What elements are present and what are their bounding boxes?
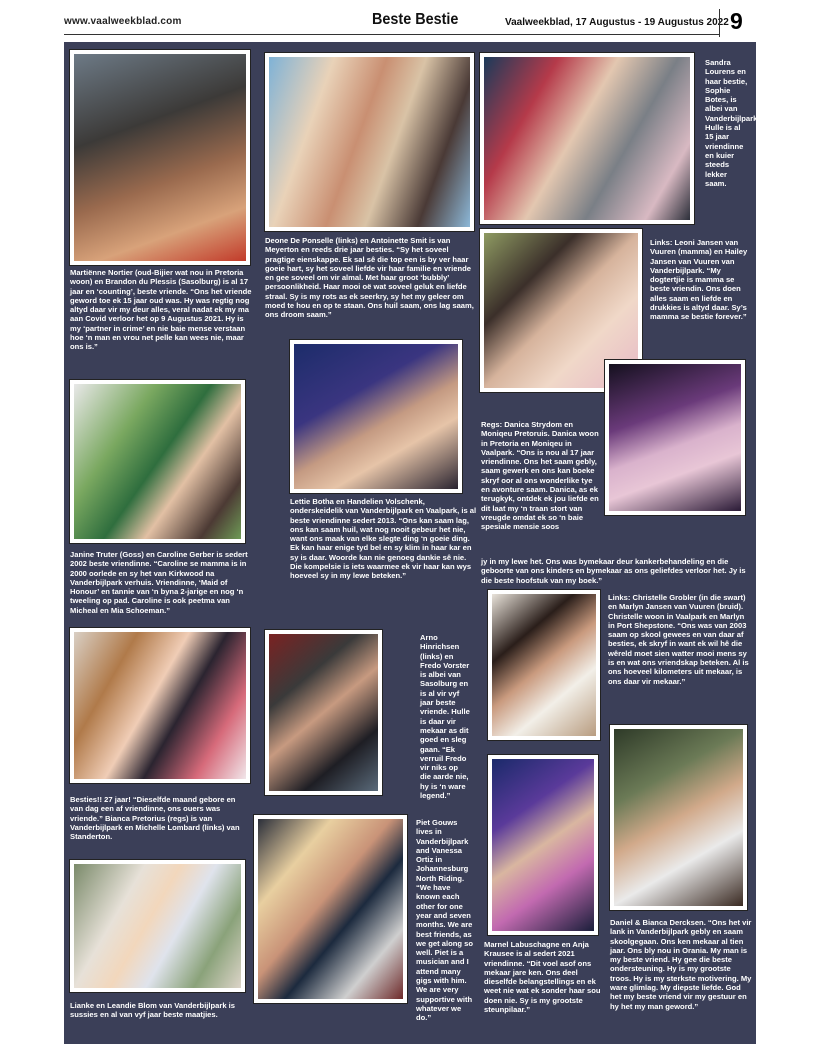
section-title: Beste Bestie <box>372 11 459 28</box>
photo-lettie-handelien <box>290 340 462 493</box>
caption-text: Regs: Danica Strydom en Moniqeu Pretoruis. Danica woon in Pretoria en Moniqeu in Vaalpark. “Ons is nou al 17 jaar vriendinne. Ons het saam gebly, saam gewerk en ons kan boeke skryf oor al ons wonderlike tye en avonture saam. Danica, as ek terugkyk, ontdek ek jou liefde en dit laat my ‘n traan stort van vreugde omdat ek so ‘n baie spesiale mensie soos <box>481 420 599 532</box>
caption-text: Lianke en Leandie Blom van Vanderbijlpark is sussies en al van vyf jaar beste maatjies. <box>70 1001 236 1020</box>
photo-marnel-anja <box>488 755 598 935</box>
caption-christelle-marlyn <box>608 593 750 686</box>
caption-text: Daniel & Bianca Dercksen. “Ons het vir lank in Vanderbijlpark gebly en saam skoolgegaan. Ons ken mekaar al tien jaar. Ons bly nou in Orania. My man is my beste vriend. Hy gee die beste ondersteuning. Hy is my grootste troos. Hy is my sterkste motivering. My ware glimlag. My diepste liefde. God het my beste vriend vir my gestuur en hy het my man geword.” <box>610 918 752 1011</box>
caption-piet-vanessa <box>416 818 476 1023</box>
header-rule <box>64 34 719 35</box>
caption-deone-antoinette <box>265 236 475 320</box>
page-number: 9 <box>730 8 743 34</box>
caption-text: Sandra Lourens en haar bestie, Sophie Botes, is albei van Vanderbijlpark. Hulle is al 15 jaar vriendinne en kuier steeds lekker saam. <box>705 58 760 188</box>
caption-marnel-anja <box>484 940 604 1014</box>
caption-leoni-hailey <box>650 238 748 322</box>
photo-daniel-bianca <box>610 725 747 910</box>
photo-sandra-sophie <box>480 53 694 224</box>
caption-sandra-sophie <box>705 58 760 188</box>
caption-bianca-michelle <box>70 795 250 841</box>
caption-text: Links: Christelle Grobler (in die swart) en Marlyn Jansen van Vuuren (bruid). Christelle woon in Vaalpark en Marlyn in Port Shepstone. “Ons was van 2003 saam op skool gewees en van daar af besties, ek skryf in want ek wil hê die wêreld moet sien watter mooi mens sy is en wat ons vriendskap beteken. Al is ons hoeveel kilometers uit mekaar, is ons daar vir mekaar.” <box>608 593 749 686</box>
photo-piet-vanessa <box>254 815 407 1003</box>
photo-martienne-brandon <box>70 50 250 265</box>
caption-text: Janine Truter (Goss) en Caroline Gerber is sedert 2002 beste vriendinne. “Caroline se mamma is in 2000 oorlede en sy het van Kirkwood na Vanderbijlpark verhuis. Vriendinne, ‘Maid of Honour’ en tannie van ‘n byna 2-jarige en nog ‘n tweeling op pad. Caroline is ook peetma van Micheal en Mia Schoeman.” <box>70 550 248 615</box>
caption-text: Lettie Botha en Handelien Volschenk, onderskeidelik van Vanderbijlpark en Vaalpark, is al beste vriendinne sedert 2013. “Ons kan saam lag, ons kan saam huil, wat nog nooit gebeur het nie, want ons maak van elke slegte ding ‘n goeie ding. Ek kan haar enige tyd bel en sy klim in haar kar en sy is daar. Woorde kan nie genoeg dankie sê nie. Die kompelsie is iets waarmee ek vir haar kan wys hoeveel sy in my lewe beteken.” <box>290 497 477 581</box>
site-url[interactable]: www.vaalweekblad.com <box>64 16 182 27</box>
issue-date: Vaalweekblad, 17 Augustus - 19 Augustus 2022 <box>505 17 729 28</box>
caption-text: Marnel Labuschagne en Anja Krausee is al sedert 2021 vriendinne. “Dit voel asof ons mekaar jare ken. Ons deel dieselfde belangstellings en ek weet nie wat ek sonder haar sou doen nie. Sy is my grootste steunpilaar.” <box>484 940 601 1015</box>
photo-janine-caroline <box>70 380 245 543</box>
photo-lianke-leandie <box>70 860 245 992</box>
caption-text: jy in my lewe het. Ons was bymekaar deur kankerbehandeling en die geboorte van ons kinders en bymekaar as ons geliefdes verloor het. Jy is die beste hoofstuk van my boek.” <box>481 557 746 585</box>
caption-danica-moniqeu <box>481 420 599 532</box>
photo-bianca-michelle <box>70 628 250 783</box>
caption-text: Besties!! 27 jaar! “Dieselfde maand gebore en van dag een af vriendinne, ons ouers was vriende.” Bianca Pretorius (regs) is van Vanderbijlpark en Michelle Lombard (links) van Standerton. <box>70 795 240 842</box>
photo-danica-moniqeu <box>605 360 745 515</box>
caption-danica-moniqeu-continued <box>481 557 749 585</box>
caption-text: Links: Leoni Jansen van Vuuren (mamma) en Hailey Jansen van Vuuren van Vanderbijlpark. “My dogtertjie is mamma se beste vriendin. Ons doen alles saam en liefde en drukkies is altyd daar. Sy’s mamma se bestie forever.” <box>650 238 748 322</box>
photo-christelle-marlyn <box>488 590 600 740</box>
caption-lettie-handelien <box>290 497 478 581</box>
caption-martienne-brandon <box>70 268 252 352</box>
page-header <box>0 0 816 40</box>
caption-text: Piet Gouws lives in Vanderbijlpark and Vanessa Ortiz in Johannesburg North Riding. “We have known each other for one year and seven months. We are best friends, as we get along so well. Piet is a musician and I attend many gigs with him. We are very supportive with whatever we do.” <box>416 818 473 1023</box>
caption-arno-fredo <box>420 633 470 800</box>
caption-text: Arno Hinrichsen (links) en Fredo Vorster is albei van Sasolburg en is al vir vyf jaar beste vriende. Hulle is daar vir mekaar as dit goed en sleg gaan. “Ek verruil Fredo vir niks op die aarde nie, hy is ‘n ware legend.” <box>420 633 470 801</box>
photo-deone-antoinette <box>265 53 474 231</box>
caption-lianke-leandie <box>70 1001 250 1020</box>
caption-daniel-bianca <box>610 918 752 1011</box>
caption-text: Deone De Ponselle (links) en Antoinette Smit is van Meyerton en reeds drie jaar besties. “Sy het soveel pragtige eienskappe. Ek sal sê die top een is by ver haar goeie hart, sy het soveel liefde vir haar familie en vriende en gee soveel om vir almal. Met haar groot ‘bubbly’ persoonlikheid. Haar mooi oë wat soveel geluk en liefde straal. Sy is my rots as ek seerkry, sy het my geleer om moed te hou en op te staan. Ons huil saam, ons lag saam, ons droom saam.” <box>265 236 474 320</box>
photo-arno-fredo <box>265 630 382 795</box>
caption-text: Martiënne Nortier (oud-Bijier wat nou in Pretoria woon) en Brandon du Plessis (Sasolburg) is al 17 jaar en ‘counting’, beste vriende. “Ons het vriende geword toe ek 15 jaar oud was. Hy was regtig nog altyd daar vir my deur alles, veral nadat ek my ma aan Covid verloor het op 9 Augustus 2021. Hy is my ‘partner in crime’ en nie baie mense verstaan hoe ‘n man en vrou net pelle kan wees nie, maar ons is.” <box>70 268 252 352</box>
caption-janine-caroline <box>70 550 254 615</box>
